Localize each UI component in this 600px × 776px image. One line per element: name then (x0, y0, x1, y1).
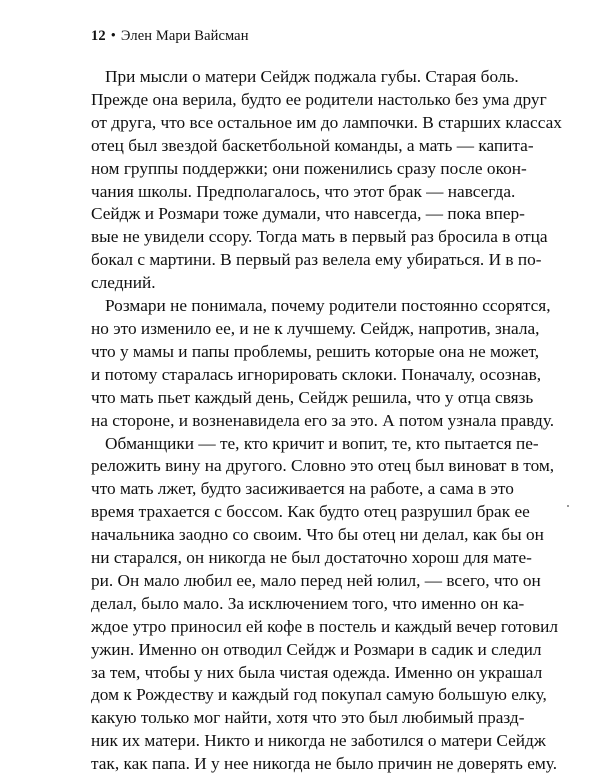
text-line: на стороне, и возненавидела его за это. А потом узнала правду. (91, 410, 555, 430)
running-header (91, 27, 600, 45)
text-line: и потому старалась игнорировать склоки. Поначалу, осознав, (91, 364, 542, 384)
text-line: Розмари не понимала, почему родители постоянно ссорятся, (105, 296, 551, 316)
text-line: ни старался, он никогда не был достаточно хорош для мате- (91, 548, 532, 568)
text-line: какую только мог найти, хотя что это был любимый празд- (91, 708, 525, 728)
body-text (91, 66, 562, 776)
running-title: Элен Мари Вайсман (120, 28, 249, 44)
text-line: что у мамы и папы проблемы, решить которые она не может, (91, 341, 540, 361)
text-line: но это изменило ее, и не к лучшему. Сейдж, напротив, знала, (91, 318, 540, 338)
text-line: дом к Рождеству и каждый год покупал самую большую елку, (91, 685, 547, 705)
text-line: реложить вину на другого. Словно это отец был виноват в том, (91, 456, 555, 476)
text-line: делал, было мало. За исключением того, что именно он ка- (91, 593, 525, 613)
text-line: время трахается с боссом. Как будто отец разрушил брак ее (91, 502, 530, 522)
text-line: что мать лжет, будто засиживается на работе, а сама в это (91, 479, 514, 499)
text-line: Сейдж и Розмари тоже думали, что навсегда, — пока впер- (91, 204, 525, 224)
text-line: от друга, что все остальное им до лампочки. В старших классах (91, 112, 562, 132)
text-line: Прежде она верила, будто ее родители настолько без ума друг (91, 89, 547, 109)
text-line: что мать пьет каждый день, Сейдж решила, что у отца связь (91, 387, 534, 407)
text-line: за тем, чтобы у них была чистая одежда. Именно он украшал (91, 662, 543, 682)
page-number: 12 (91, 28, 106, 44)
text-line: отец был звездой баскетбольной команды, а мать — капита- (91, 135, 534, 155)
text-line: бокал с мартини. В первый раз велела ему убираться. И в по- (91, 250, 542, 270)
text-line: ник их матери. Никто и никогда не заботился о матери Сейдж (91, 731, 546, 751)
text-line: Обманщики — те, кто кричит и вопит, те, кто пытается пе- (105, 433, 539, 453)
text-line: следний. (91, 273, 156, 293)
text-line: ужин. Именно он отводил Сейдж и Розмари в садик и следил (91, 639, 542, 659)
header-separator: • (110, 28, 116, 44)
text-line: ждое утро приносил ей кофе в постель и каждый вечер готовил (91, 616, 558, 636)
text-line: так, как папа. И у нее никогда не было причин не доверять ему. (91, 754, 558, 774)
text-line: вые не увидели ссору. Тогда мать в первый раз бросила в отца (91, 227, 548, 247)
text-line: При мысли о матери Сейдж поджала губы. Старая боль. (105, 67, 519, 86)
text-line: ном группы поддержки; они поженились сразу после окон- (91, 158, 527, 178)
margin-speck (567, 505, 569, 507)
text-line: ри. Он мало любил ее, мало перед ней юлил, — всего, что он (91, 570, 541, 590)
text-line: чания школы. Предполагалось, что этот брак — навсегда. (91, 181, 516, 201)
text-line: начальника заодно со своим. Что бы отец ни делал, как бы он (91, 525, 544, 545)
